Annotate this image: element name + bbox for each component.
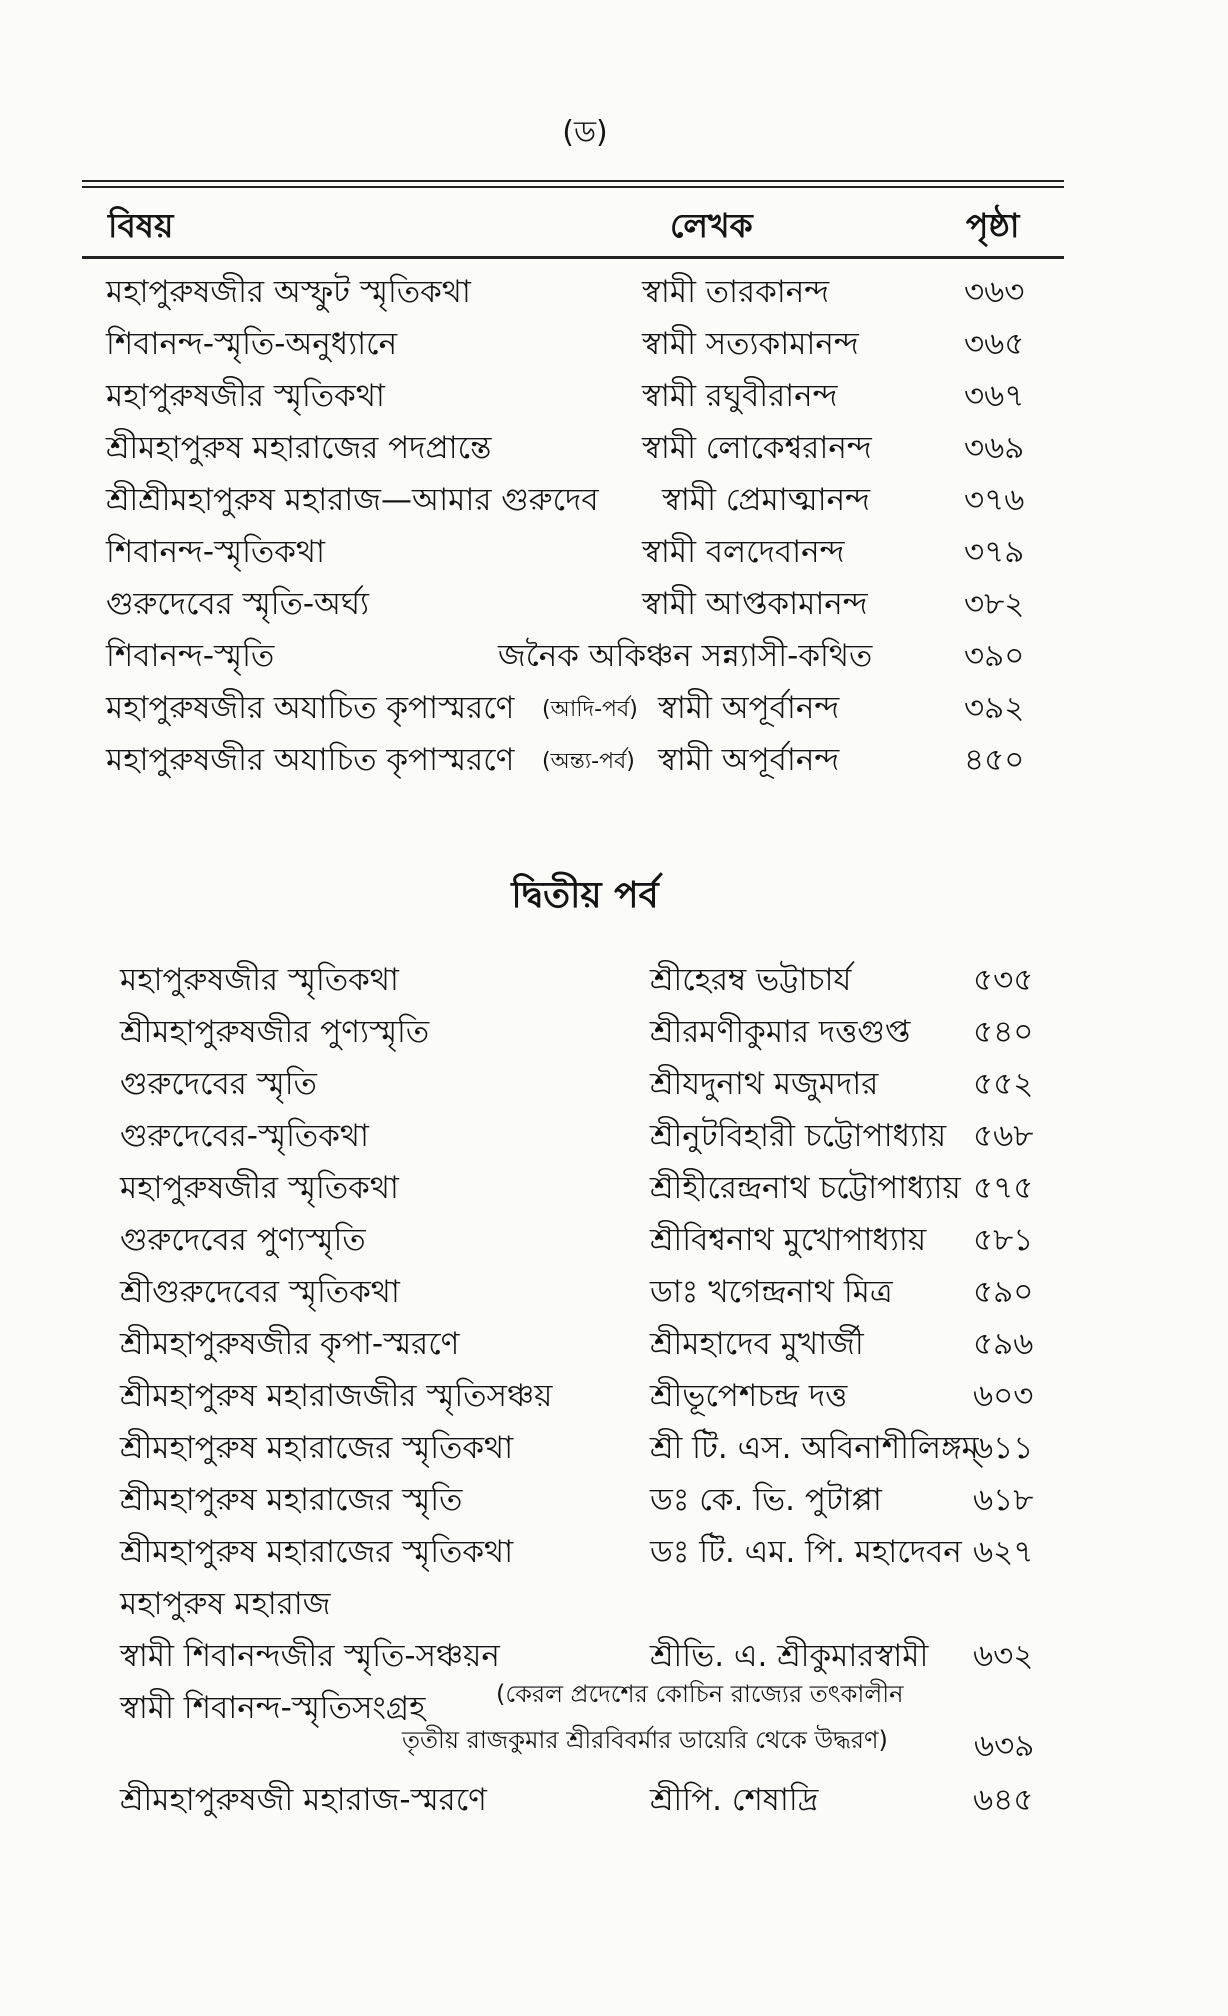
toc-page: ৩৬৯ (964, 430, 1025, 466)
toc-title: মহাপুরুষজীর স্মৃতিকথা (120, 962, 399, 998)
toc-title: শ্রীমহাপুরুষ মহারাজের স্মৃতি (120, 1482, 463, 1518)
toc-title: শিবানন্দ-স্মৃতি-অনুধ্যানে (106, 326, 398, 362)
header-rule-top-2 (82, 186, 1064, 188)
toc-title: গুরুদেবের স্মৃতি (120, 1066, 317, 1102)
toc-page: ৬১১ (973, 1430, 1034, 1466)
toc-title: মহাপুরুষজীর স্মৃতিকথা (120, 1170, 399, 1206)
toc-note: (অন্ত্য-পর্ব) (542, 749, 635, 774)
toc-page: ৩৬৫ (964, 326, 1025, 362)
toc-row (120, 1008, 1060, 1052)
toc-title: মহাপুরুষ মহারাজ (120, 1586, 331, 1622)
toc-page: ৩৭৬ (964, 482, 1025, 518)
toc-author: ডঃ কে. ভি. পুটাপ্পা (650, 1482, 882, 1518)
toc-author: শ্রীনুটবিহারী চট্টোপাধ্যায় (650, 1118, 947, 1154)
toc-row (120, 956, 1060, 1000)
toc-title: শ্রীমহাপুরুষজীর কৃপা-স্মরণে (120, 1326, 460, 1362)
toc-title: শিবানন্দ-স্মৃতিকথা (106, 534, 325, 570)
toc-page: ৩৯২ (964, 690, 1025, 726)
toc-row (120, 1060, 1060, 1104)
toc-row (120, 1320, 1060, 1364)
toc-author: স্বামী রঘুবীরানন্দ (642, 378, 838, 414)
toc-page: ৫৮১ (973, 1222, 1034, 1258)
toc-title: মহাপুরুষজীর স্মৃতিকথা (106, 378, 385, 414)
toc-page: ৫৪০ (973, 1014, 1034, 1050)
page-marker: (ড) (562, 115, 608, 150)
toc-row (120, 1164, 1060, 1208)
toc-author: স্বামী তারকানন্দ (642, 274, 830, 310)
toc-page: ৩৬৭ (964, 378, 1025, 414)
toc-row (120, 1528, 1060, 1572)
toc-row (120, 1424, 1060, 1468)
toc-author: শ্রী টি. এস. অবিনাশীলিঙ্গম্ (650, 1430, 979, 1466)
toc-row (120, 1372, 1060, 1416)
toc-page: ৫৩৫ (973, 962, 1034, 998)
toc-page: ৫৭৫ (973, 1170, 1034, 1206)
toc-author: শ্রীযদুনাথ মজুমদার (650, 1066, 879, 1102)
header-subject: বিষয় (108, 206, 174, 245)
toc-author: স্বামী লোকেশ্বরানন্দ (642, 430, 872, 466)
toc-page: ৬৪৫ (973, 1782, 1034, 1818)
toc-page: ৫৯০ (973, 1274, 1034, 1310)
toc-title: স্বামী শিবানন্দজীর স্মৃতি-সঞ্চয়ন (120, 1638, 500, 1674)
toc-author: স্বামী বলদেবানন্দ (642, 534, 845, 570)
toc-title: শ্রীমহাপুরুষ মহারাজের স্মৃতিকথা (120, 1534, 514, 1570)
toc-title: গুরুদেবের স্মৃতি-অর্ঘ্য (106, 586, 370, 622)
toc-row (106, 632, 1056, 676)
toc-page: ৫৬৮ (973, 1118, 1034, 1154)
toc-note: (আদি-পর্ব) (542, 697, 638, 722)
toc-page: ৫৯৬ (973, 1326, 1034, 1362)
toc-row (106, 268, 1056, 312)
toc-author: শ্রীপি. শেষাদ্রি (650, 1782, 819, 1818)
toc-title: শ্রীমহাপুরুষজী মহারাজ-স্মরণে (120, 1782, 487, 1818)
toc-row (106, 580, 1056, 624)
toc-author: শ্রীবিশ্বনাথ মুখোপাধ্যায় (650, 1222, 927, 1258)
toc-title: স্বামী শিবানন্দ-স্মৃতিসংগ্রহ (120, 1690, 426, 1726)
toc-page: ৩৭৯ (964, 534, 1025, 570)
toc-note-page: ৬৩৯ (974, 1728, 1035, 1764)
toc-author: শ্রীরমণীকুমার দত্তগুপ্ত (650, 1014, 911, 1050)
toc-row (106, 684, 1056, 728)
toc-title: মহাপুরুষজীর অস্ফুট স্মৃতিকথা (106, 274, 471, 310)
toc-author: ডঃ টি. এম. পি. মহাদেবন (650, 1534, 962, 1570)
toc-title: শ্রীমহাপুরুষ মহারাজের পদপ্রান্তে (106, 430, 492, 466)
toc-note-line-2: তৃতীয় রাজকুমার শ্রীরবিবর্মার ডায়েরি থেকে উদ্ধরণ) (402, 1726, 888, 1754)
toc-page: ৬১৮ (973, 1482, 1034, 1518)
toc-author: জনৈক অকিঞ্চন সন্ন্যাসী-কথিত (498, 638, 873, 674)
toc-row (106, 372, 1056, 416)
toc-page: ৬০৩ (973, 1378, 1034, 1414)
toc-title: শ্রীগুরুদেবের স্মৃতিকথা (120, 1274, 400, 1310)
toc-page: ৫৫২ (973, 1066, 1034, 1102)
toc-title: শিবানন্দ-স্মৃতি (106, 638, 275, 674)
toc-row (120, 1632, 1060, 1676)
toc-author: স্বামী প্রেমাত্মানন্দ (662, 482, 870, 518)
toc-page: ৬২৭ (973, 1534, 1034, 1570)
toc-author: স্বামী অপূর্বানন্দ (658, 690, 840, 726)
toc-row (106, 528, 1056, 572)
header-rule-bottom (82, 256, 1064, 259)
toc-row (120, 1216, 1060, 1260)
toc-row (120, 1776, 1060, 1820)
toc-title: গুরুদেবের-স্মৃতিকথা (120, 1118, 369, 1154)
toc-page: ৩৮২ (964, 586, 1025, 622)
header-page: পৃষ্ঠা (966, 206, 1020, 245)
toc-author: শ্রীহীরেন্দ্রনাথ চট্টোপাধ্যায় (650, 1170, 961, 1206)
toc-author: শ্রীমহাদেব মুখার্জী (650, 1326, 864, 1362)
toc-title: মহাপুরুষজীর অযাচিত কৃপাস্মরণে (106, 690, 515, 726)
toc-note-line-1: (কেরল প্রদেশের কোচিন রাজ্যের তৎকালীন (496, 1680, 904, 1708)
toc-author: স্বামী আপ্তকামানন্দ (642, 586, 868, 622)
toc-author: ডাঃ খগেন্দ্রনাথ মিত্র (650, 1274, 893, 1310)
toc-row (106, 736, 1056, 780)
toc-row (106, 320, 1056, 364)
toc-row (106, 424, 1056, 468)
toc-row (120, 1268, 1060, 1312)
toc-page: ৬৩২ (973, 1638, 1034, 1674)
toc-row (120, 1580, 1060, 1624)
toc-title: শ্রীমহাপুরুষ মহারাজজীর স্মৃতিসঞ্চয় (120, 1378, 553, 1414)
toc-row (120, 1476, 1060, 1520)
header-rule-top (82, 180, 1064, 182)
toc-row (106, 476, 1056, 520)
toc-title: গুরুদেবের পুণ্যস্মৃতি (120, 1222, 366, 1258)
toc-page: ৩৬৩ (964, 274, 1025, 310)
toc-title: শ্রীমহাপুরুষজীর পুণ্যস্মৃতি (120, 1014, 430, 1050)
toc-author: শ্রীহেরম্ব ভট্টাচার্য (650, 962, 852, 998)
toc-author: স্বামী সত্যকামানন্দ (642, 326, 859, 362)
toc-author: স্বামী অপূর্বানন্দ (658, 742, 840, 778)
toc-title: মহাপুরুষজীর অযাচিত কৃপাস্মরণে (106, 742, 515, 778)
toc-page: ৩৯০ (964, 638, 1025, 674)
toc-row (120, 1112, 1060, 1156)
toc-title: শ্রীশ্রীমহাপুরুষ মহারাজ—আমার গুরুদেব (106, 482, 599, 518)
toc-page: ৪৫০ (964, 742, 1025, 778)
toc-author: শ্রীভূপেশচন্দ্র দত্ত (650, 1378, 848, 1414)
toc-author: শ্রীভি. এ. শ্রীকুমারস্বামী (650, 1638, 929, 1674)
header-author: লেখক (670, 206, 753, 245)
section-title: দ্বিতীয় পর্ব (511, 875, 659, 916)
toc-title: শ্রীমহাপুরুষ মহারাজের স্মৃতিকথা (120, 1430, 514, 1466)
